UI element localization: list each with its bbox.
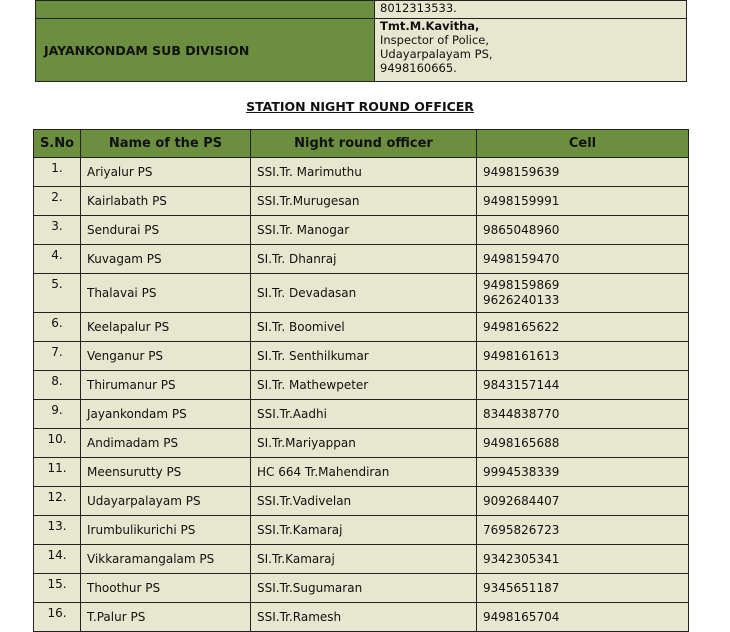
table-row bbox=[34, 516, 689, 545]
row-officer: SI.Tr. Dhanraj bbox=[251, 245, 477, 274]
table-header-row bbox=[34, 130, 689, 158]
row-sno: 5. bbox=[34, 274, 81, 313]
phone-number: 9498165688 bbox=[483, 435, 560, 450]
table-row bbox=[34, 487, 689, 516]
phone-number: 9498165704 bbox=[483, 609, 560, 624]
table-row bbox=[34, 313, 689, 342]
table-row bbox=[34, 603, 689, 632]
row-cell bbox=[477, 487, 689, 516]
header-cell: Cell bbox=[477, 130, 689, 158]
table-row bbox=[34, 400, 689, 429]
row-ps-name: Vikkaramangalam PS bbox=[81, 545, 251, 574]
row-sno: 16. bbox=[34, 603, 81, 632]
row-cell bbox=[477, 313, 689, 342]
row-ps-name: Irumbulikurichi PS bbox=[81, 516, 251, 545]
phone-number: 9865048960 bbox=[483, 222, 560, 237]
row-officer: SSI.Tr.Sugumaran bbox=[251, 574, 477, 603]
row-cell bbox=[477, 216, 689, 245]
row-officer: SSI.Tr.Ramesh bbox=[251, 603, 477, 632]
row-ps-name: Keelapalur PS bbox=[81, 313, 251, 342]
row-officer: HC 664 Tr.Mahendiran bbox=[251, 458, 477, 487]
section-title: STATION NIGHT ROUND OFFICER bbox=[246, 99, 474, 114]
phone-number: 9498159869 bbox=[483, 278, 560, 292]
row-sno: 2. bbox=[34, 187, 81, 216]
row-cell bbox=[477, 371, 689, 400]
table-row bbox=[34, 216, 689, 245]
row-cell bbox=[477, 245, 689, 274]
sub-division-officer-cell bbox=[375, 19, 687, 82]
sub-division-name: JAYANKONDAM SUB DIVISION bbox=[36, 19, 375, 82]
row-sno: 9. bbox=[34, 400, 81, 429]
night-round-table bbox=[33, 129, 689, 632]
row-ps-name: Kairlabath PS bbox=[81, 187, 251, 216]
row-sno: 12. bbox=[34, 487, 81, 516]
row-officer: SI.Tr. Mathewpeter bbox=[251, 371, 477, 400]
sub-division-row bbox=[36, 19, 687, 82]
row-sno: 15. bbox=[34, 574, 81, 603]
row-officer: SI.Tr.Kamaraj bbox=[251, 545, 477, 574]
row-cell bbox=[477, 400, 689, 429]
row-cell bbox=[477, 429, 689, 458]
row-officer: SSI.Tr. Marimuthu bbox=[251, 158, 477, 187]
previous-division-contact-cell bbox=[375, 1, 687, 19]
row-officer: SI.Tr. Devadasan bbox=[251, 274, 477, 313]
phone-number: 9498159470 bbox=[483, 251, 560, 266]
row-sno: 14. bbox=[34, 545, 81, 574]
row-officer: SI.Tr.Mariyappan bbox=[251, 429, 477, 458]
table-row bbox=[34, 274, 689, 313]
header-night-round-officer: Night round officer bbox=[251, 130, 477, 158]
table-row bbox=[34, 574, 689, 603]
row-ps-name: Sendurai PS bbox=[81, 216, 251, 245]
row-sno: 6. bbox=[34, 313, 81, 342]
row-officer: SSI.Tr.Vadivelan bbox=[251, 487, 477, 516]
phone-number: 9092684407 bbox=[483, 493, 560, 508]
row-sno: 1. bbox=[34, 158, 81, 187]
row-cell bbox=[477, 458, 689, 487]
row-cell bbox=[477, 574, 689, 603]
row-sno: 13. bbox=[34, 516, 81, 545]
table-row bbox=[34, 458, 689, 487]
sub-division-table bbox=[35, 0, 687, 82]
row-ps-name: T.Palur PS bbox=[81, 603, 251, 632]
table-row bbox=[34, 245, 689, 274]
row-sno: 7. bbox=[34, 342, 81, 371]
row-sno: 3. bbox=[34, 216, 81, 245]
phone-number: 9498159639 bbox=[483, 164, 560, 179]
row-ps-name: Ariyalur PS bbox=[81, 158, 251, 187]
row-ps-name: Venganur PS bbox=[81, 342, 251, 371]
row-cell bbox=[477, 274, 689, 313]
header-ps-name: Name of the PS bbox=[81, 130, 251, 158]
row-sno: 8. bbox=[34, 371, 81, 400]
row-ps-name: Meensurutty PS bbox=[81, 458, 251, 487]
row-ps-name: Andimadam PS bbox=[81, 429, 251, 458]
table-body bbox=[34, 158, 689, 632]
row-cell bbox=[477, 516, 689, 545]
row-officer: SSI.Tr.Kamaraj bbox=[251, 516, 477, 545]
table-row bbox=[34, 158, 689, 187]
row-officer: SI.Tr. Senthilkumar bbox=[251, 342, 477, 371]
phone-number: 9626240133 bbox=[483, 293, 560, 307]
row-officer: SI.Tr. Boomivel bbox=[251, 313, 477, 342]
row-cell bbox=[477, 545, 689, 574]
officer-station: Udayarpalayam PS, bbox=[380, 47, 493, 61]
officer-phone: 9498160665. bbox=[380, 61, 457, 75]
officer-name: Tmt.M.Kavitha, bbox=[380, 19, 480, 33]
row-ps-name: Thoothur PS bbox=[81, 574, 251, 603]
row-officer: SSI.Tr.Aadhi bbox=[251, 400, 477, 429]
previous-phone-tail: 8012313533. bbox=[380, 1, 457, 15]
phone-number: 9843157144 bbox=[483, 377, 560, 392]
row-sno: 11. bbox=[34, 458, 81, 487]
row-ps-name: Kuvagam PS bbox=[81, 245, 251, 274]
row-sno: 4. bbox=[34, 245, 81, 274]
table-row bbox=[34, 187, 689, 216]
row-cell bbox=[477, 187, 689, 216]
table-row bbox=[34, 545, 689, 574]
table-row bbox=[34, 429, 689, 458]
phone-number: 7695826723 bbox=[483, 522, 560, 537]
officer-designation: Inspector of Police, bbox=[380, 33, 490, 47]
row-cell bbox=[477, 603, 689, 632]
sub-division-row-previous bbox=[36, 1, 687, 19]
row-ps-name: Thalavai PS bbox=[81, 274, 251, 313]
phone-number: 9498159991 bbox=[483, 193, 560, 208]
table-row bbox=[34, 342, 689, 371]
row-ps-name: Jayankondam PS bbox=[81, 400, 251, 429]
phone-number: 9498165622 bbox=[483, 319, 560, 334]
header-sno: S.No bbox=[34, 130, 81, 158]
row-ps-name: Thirumanur PS bbox=[81, 371, 251, 400]
row-officer: SSI.Tr. Manogar bbox=[251, 216, 477, 245]
phone-number: 9498161613 bbox=[483, 348, 560, 363]
row-officer: SSI.Tr.Murugesan bbox=[251, 187, 477, 216]
table-row bbox=[34, 371, 689, 400]
phone-number: 9342305341 bbox=[483, 551, 560, 566]
previous-division-label-cell bbox=[36, 1, 375, 19]
row-cell bbox=[477, 342, 689, 371]
row-cell bbox=[477, 158, 689, 187]
phone-number: 9994538339 bbox=[483, 464, 560, 479]
phone-number: 8344838770 bbox=[483, 406, 560, 421]
row-sno: 10. bbox=[34, 429, 81, 458]
row-ps-name: Udayarpalayam PS bbox=[81, 487, 251, 516]
phone-number: 9345651187 bbox=[483, 580, 560, 595]
